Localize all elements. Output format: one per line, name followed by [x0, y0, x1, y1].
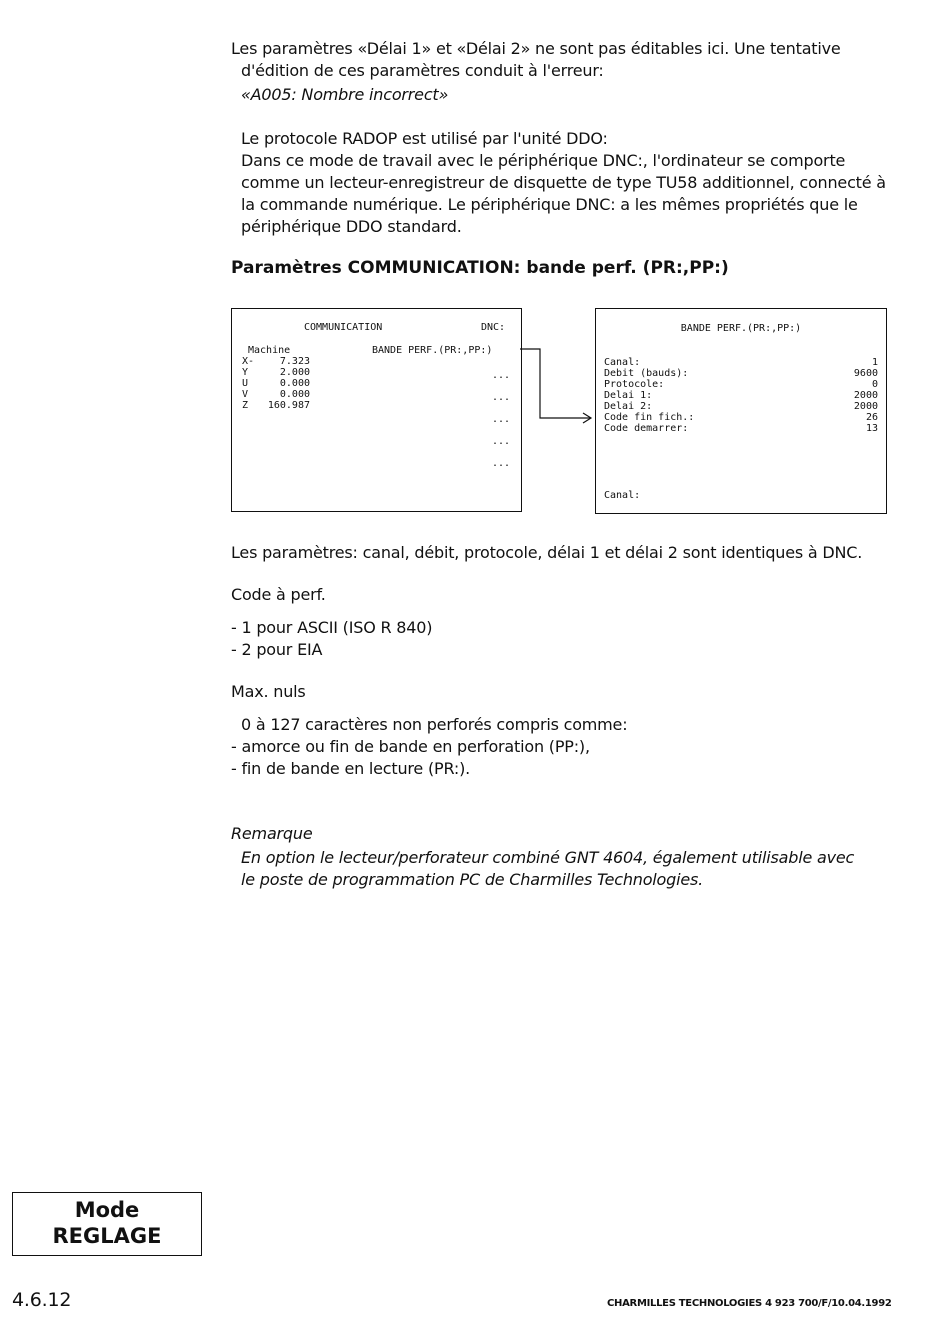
param-value: 1: [871, 357, 878, 368]
axis-label: Z: [242, 400, 249, 411]
param-row: [604, 379, 878, 390]
param-label: Canal:: [604, 357, 641, 368]
param-label: Code fin fich.:: [604, 412, 695, 423]
menu-item-bande-perf: BANDE PERF.(PR:,PP:): [372, 345, 493, 356]
intro-line-1: Les paramètres «Délai 1» et «Délai 2» ne sont pas éditables ici. Une tentative: [231, 39, 841, 58]
param-value: 0: [871, 379, 878, 390]
param-row: [604, 412, 878, 423]
axis-value: 0.000: [279, 378, 310, 389]
screen-title: COMMUNICATION: [304, 322, 383, 333]
menu-dots: ...: [492, 392, 511, 403]
machine-label: Machine: [248, 345, 291, 356]
bande-perf-screen: [595, 308, 887, 514]
menu-dots: ...: [492, 436, 511, 447]
param-value: 26: [865, 412, 878, 423]
param-label: Protocole:: [604, 379, 665, 390]
axis-label: U: [242, 378, 249, 389]
radop-line-3: comme un lecteur-enregistreur de disquette de type TU58 additionnel, connecté à: [241, 173, 886, 192]
communication-screen: [231, 308, 522, 512]
menu-dots: ...: [492, 414, 511, 425]
connector-arrow: [518, 340, 598, 430]
axis-value: 2.000: [279, 367, 310, 378]
param-value: 2000: [853, 401, 878, 412]
axis-label: X-: [242, 356, 255, 367]
input-prompt: Canal:: [604, 490, 641, 501]
code-perf-option-2: - 2 pour EIA: [231, 640, 323, 659]
mode-value: REGLAGE: [52, 1224, 162, 1248]
device-label: DNC:: [481, 322, 506, 333]
param-label: Debit (bauds):: [604, 368, 689, 379]
param-value: 2000: [853, 390, 878, 401]
max-nuls-line-3: - fin de bande en lecture (PR:).: [231, 759, 470, 778]
max-nuls-line-2: - amorce ou fin de bande en perforation (PP:),: [231, 737, 590, 756]
remarque-line-2: le poste de programmation PC de Charmilles Technologies.: [241, 870, 704, 889]
param-row: [604, 357, 878, 368]
param-row: [604, 423, 878, 434]
identical-params-text: Les paramètres: canal, débit, protocole, délai 1 et délai 2 sont identiques à DNC.: [231, 543, 863, 562]
intro-line-2: d'édition de ces paramètres conduit à l'erreur:: [241, 61, 604, 80]
axis-label: V: [242, 389, 249, 400]
max-nuls-line-1: 0 à 127 caractères non perforés compris comme:: [241, 715, 628, 734]
param-value: 9600: [853, 368, 878, 379]
param-value: 13: [865, 423, 878, 434]
max-nuls-heading: Max. nuls: [231, 682, 306, 701]
radop-line-4: la commande numérique. Le périphérique DNC: a les mêmes propriétés que le: [241, 195, 858, 214]
remarque-line-1: En option le lecteur/perforateur combiné GNT 4604, également utilisable avec: [241, 848, 855, 867]
axis-label: Y: [242, 367, 249, 378]
menu-dots: ...: [492, 458, 511, 469]
page-number: 4.6.12: [12, 1289, 72, 1311]
param-label: Delai 2:: [604, 401, 653, 412]
param-label: Delai 1:: [604, 390, 653, 401]
radop-line-1: Le protocole RADOP est utilisé par l'unité DDO:: [241, 129, 608, 148]
error-message: «A005: Nombre incorrect»: [241, 85, 449, 104]
axis-value: 0.000: [279, 389, 310, 400]
mode-label: Mode: [74, 1198, 140, 1222]
code-perf-heading: Code à perf.: [231, 585, 326, 604]
section-title: Paramètres COMMUNICATION: bande perf. (PR:,PP:): [231, 258, 729, 278]
axis-value: 160.987: [267, 400, 310, 411]
param-row: [604, 368, 878, 379]
param-row: [604, 390, 878, 401]
screen-title: BANDE PERF.(PR:,PP:): [680, 323, 802, 334]
radop-line-5: périphérique DDO standard.: [241, 217, 462, 236]
mode-reglage-box: [12, 1192, 202, 1256]
menu-dots: ...: [492, 370, 511, 381]
footer-reference: CHARMILLES TECHNOLOGIES 4 923 700/F/10.04.1992: [607, 1298, 892, 1309]
remarque-heading: Remarque: [231, 824, 313, 843]
axis-value: 7.323: [279, 356, 310, 367]
param-row: [604, 401, 878, 412]
radop-line-2: Dans ce mode de travail avec le périphérique DNC:, l'ordinateur se comporte: [241, 151, 846, 170]
code-perf-option-1: - 1 pour ASCII (ISO R 840): [231, 618, 433, 637]
param-label: Code demarrer:: [604, 423, 689, 434]
